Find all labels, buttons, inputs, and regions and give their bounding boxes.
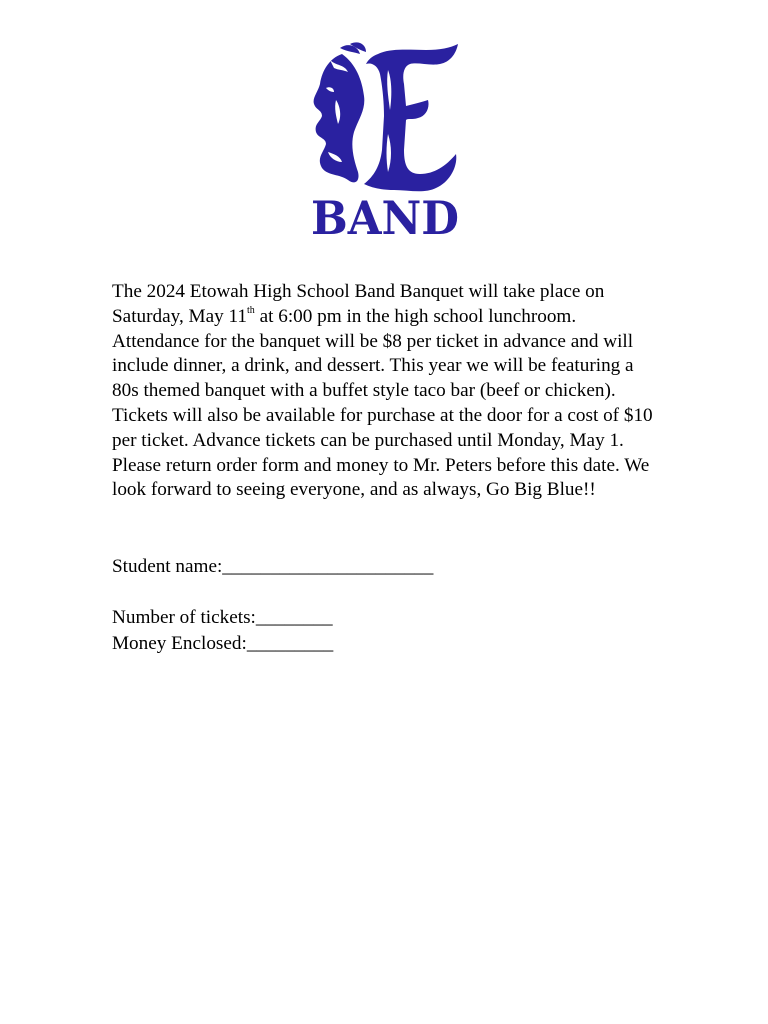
band-logo [300,40,470,245]
letter-e-icon [364,44,458,191]
money-enclosed-field: Money Enclosed:_________ [112,633,334,654]
ordinal-suffix: th [247,305,255,317]
band-logo-graphic [300,40,470,245]
announcement-part-2: at 6:00 pm in the high school lunchroom. Attendance for the banquet will be $8 per ticket in advance and will include dinner, a drink, and dessert. This year we will be featuring a 80s themed banquet with a buffet style taco bar (beef or chicken). Tickets will also be available for purchase at the door for a cost of $10 per ticket. Advance tickets can be purchased until Monday, May 1. Please return order form and money to Mr. Peters before this date. We look forward to seeing everyone, and as always, Go Big Blue!! [112,305,653,501]
logo-band-word: BAND [311,191,459,245]
number-of-tickets-field: Number of tickets:________ [112,607,333,628]
announcement-text [112,280,657,503]
student-name-field: Student name:______________________ [112,556,434,577]
announcement-part-1: The 2024 Etowah High School Band Banquet will take place on Saturday, May 11 [112,281,605,327]
announcement-paragraph [112,280,657,503]
